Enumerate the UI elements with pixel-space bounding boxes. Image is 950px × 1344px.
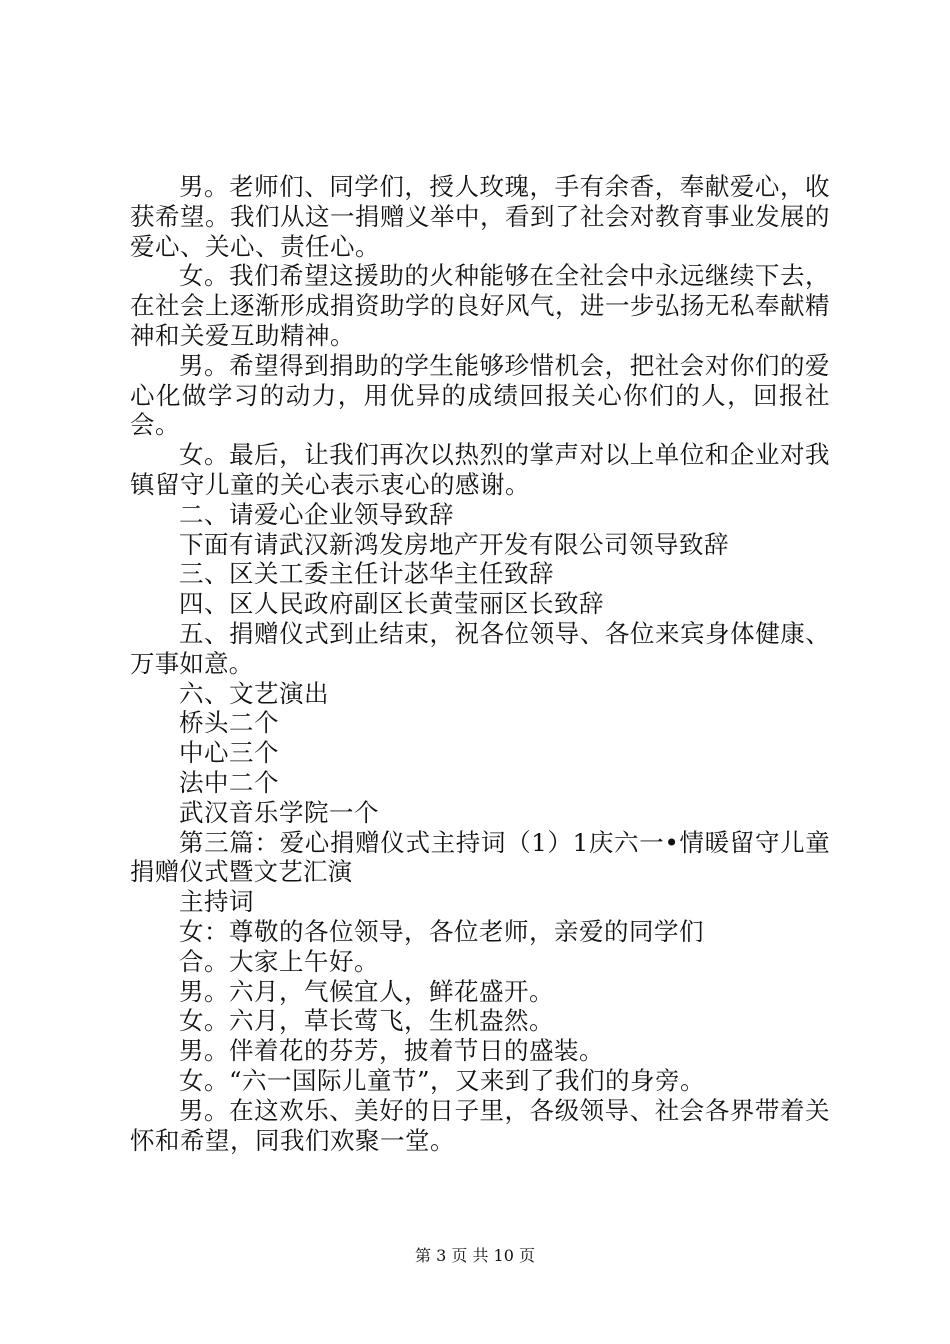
document-body bbox=[130, 172, 830, 1155]
paragraph-21: 男。伴着花的芬芳，披着节日的盛装。 bbox=[179, 1036, 604, 1066]
paragraph-18: 合。大家上午好。 bbox=[179, 946, 379, 976]
paragraph-10: 六、文艺演出 bbox=[179, 678, 329, 708]
paragraph-4: 女。最后，让我们再次以热烈的掌声对以上单位和企业对我镇留守儿童的关心表示衷心的感谢。 bbox=[130, 440, 830, 499]
paragraph-20: 女。六月，草长莺飞，生机盎然。 bbox=[179, 1006, 554, 1036]
paragraph-8: 四、区人民政府副区长黄莹丽区长致辞 bbox=[179, 589, 604, 619]
paragraph-7: 三、区关工委主任计苾华主任致辞 bbox=[179, 559, 554, 589]
page-number-footer: 第 3 页 共 10 页 bbox=[415, 1246, 535, 1265]
paragraph-3: 男。希望得到捐助的学生能够珍惜机会，把社会对你们的爱心化做学习的动力，用优异的成绩回报关心你们的人，回报社会。 bbox=[130, 350, 830, 440]
paragraph-19: 男。六月，气候宜人，鲜花盛开。 bbox=[179, 976, 554, 1006]
paragraph-14: 武汉音乐学院一个 bbox=[179, 797, 379, 827]
paragraph-2: 女。我们希望这援助的火种能够在全社会中永远继续下去，在社会上逐渐形成捐资助学的良好风气，进一步弘扬无私奉献精神和关爱互助精神。 bbox=[130, 261, 830, 350]
paragraph-9: 五、捐赠仪式到止结束，祝各位领导、各位来宾身体健康、万事如意。 bbox=[130, 618, 830, 678]
paragraph-15: 第三篇：爱心捐赠仪式主持词（1）1庆六一•情暖留守儿童捐赠仪式暨文艺汇演 bbox=[130, 827, 830, 887]
paragraph-17: 女：尊敬的各位领导，各位老师，亲爱的同学们 bbox=[179, 916, 704, 946]
paragraph-11: 桥头二个 bbox=[179, 708, 279, 738]
paragraph-12: 中心三个 bbox=[179, 738, 279, 768]
paragraph-16: 主持词 bbox=[179, 887, 254, 917]
paragraph-1: 男。老师们、同学们，授人玫瑰，手有余香，奉献爱心，收获希望。我们从这一捐赠义举中，看到了社会对教育事业发展的爱心、关心、责任心。 bbox=[130, 172, 830, 261]
paragraph-5: 二、请爱心企业领导致辞 bbox=[179, 499, 454, 529]
paragraph-13: 法中二个 bbox=[179, 767, 279, 797]
paragraph-23: 男。在这欢乐、美好的日子里，各级领导、社会各界带着关怀和希望，同我们欢聚一堂。 bbox=[130, 1095, 830, 1155]
paragraph-22: 女。“六一国际儿童节”，又来到了我们的身旁。 bbox=[179, 1065, 706, 1095]
paragraph-6: 下面有请武汉新鸿发房地产开发有限公司领导致辞 bbox=[179, 529, 729, 559]
